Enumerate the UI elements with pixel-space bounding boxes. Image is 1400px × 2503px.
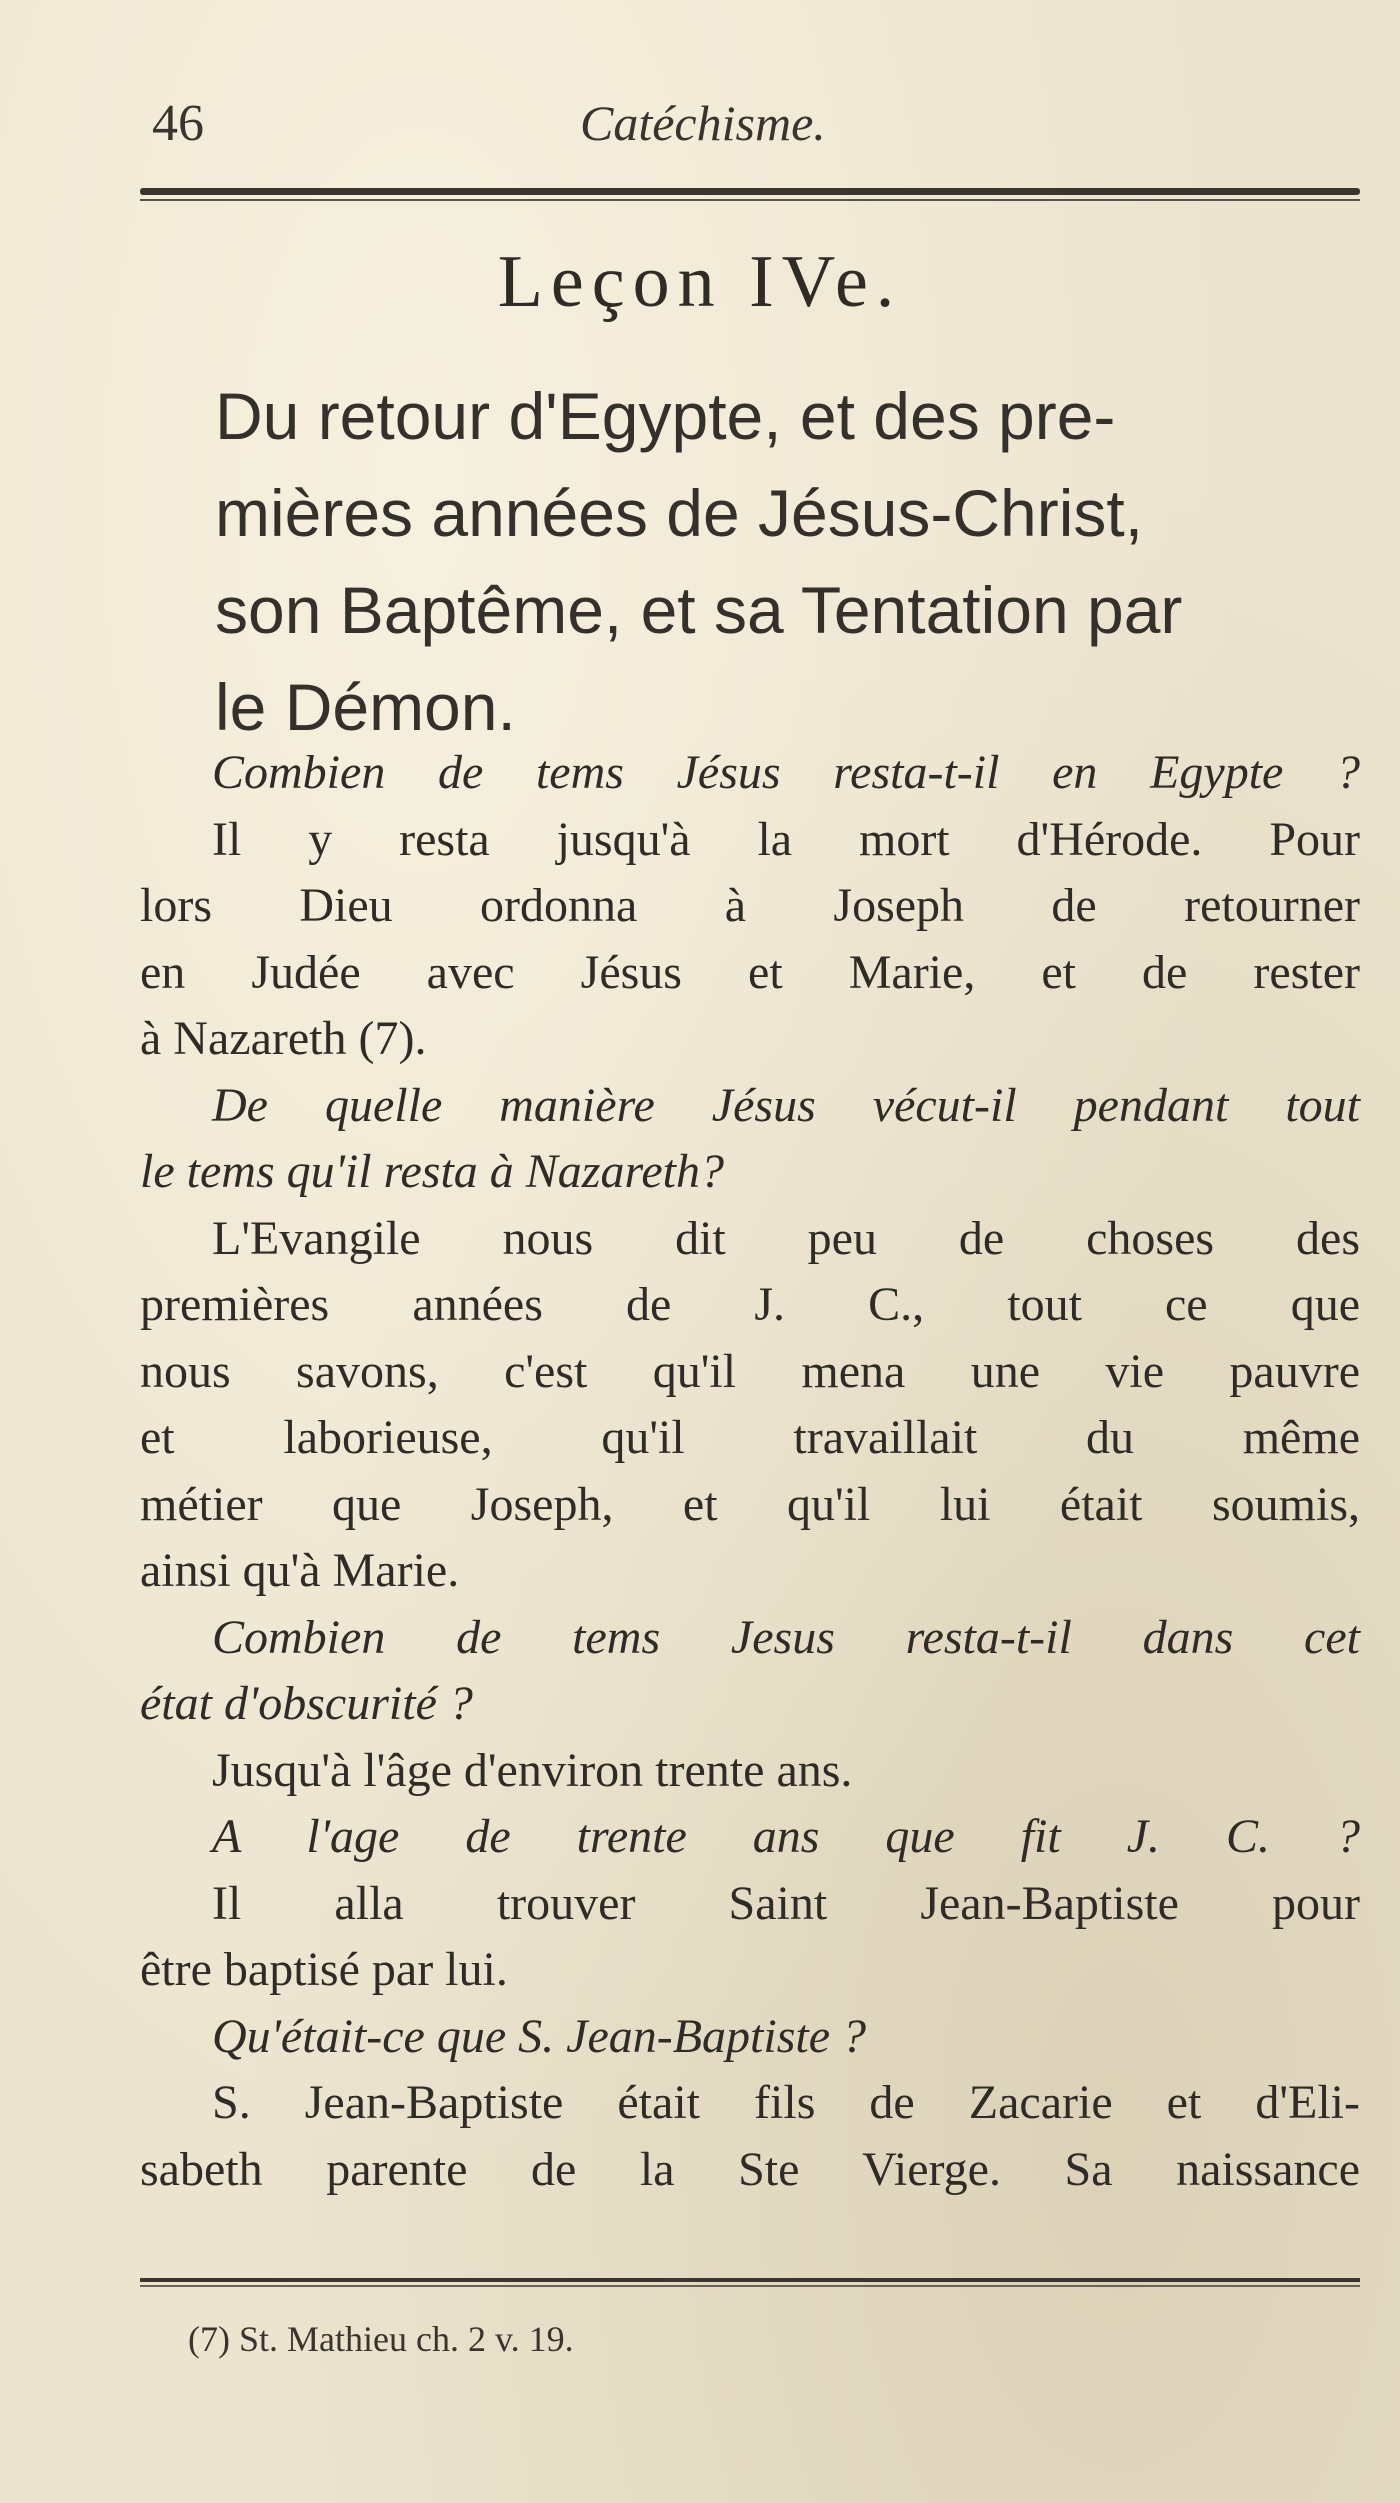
running-title: Catéchisme. [580,95,826,151]
answer-line: métier que Joseph, et qu'il lui était soumis, [140,1477,1360,1531]
lesson-heading [215,368,1375,756]
answer-line: ainsi qu'à Marie. [140,1544,460,1597]
running-head [140,80,1360,170]
question-line: Combien de tems Jesus resta-t-il dans cet [212,1610,1360,1664]
question-line: A l'age de trente ans que fit J. C. ? [212,1810,1360,1863]
answer-line: être baptisé par lui. [140,1943,508,1996]
answer-line: Jusqu'à l'âge d'environ trente ans. [212,1743,853,1797]
heading-line: mières années de Jésus-Christ, [215,476,1144,550]
footnote: (7) St. Mathieu ch. 2 v. 19. [188,2319,574,2359]
heading-line: le Démon. [215,670,516,744]
header-rule [140,188,1360,204]
footnote-rule [140,2278,1360,2288]
question-line: le tems qu'il resta à Nazareth? [140,1145,725,1198]
heading-line: Du retour d'Egypte, et des pre- [215,379,1116,453]
answer-line: et laborieuse, qu'il travaillait du même [140,1411,1360,1464]
question-line: état d'obscurité ? [140,1677,473,1730]
heading-line: son Baptême, et sa Tentation par [215,573,1183,647]
question-line: Combien de tems Jésus resta-t-il en Egypte ? [212,746,1360,799]
answer-line: lors Dieu ordonna à Joseph de retourner [140,879,1360,932]
footnote-rule-thin [140,2285,1360,2287]
answer-line: premières années de J. C., tout ce que [140,1278,1360,1331]
answer-line: L'Evangile nous dit peu de choses des [212,1211,1360,1265]
answer-line: S. Jean-Baptiste était fils de Zacarie et d'Eli- [212,2076,1360,2129]
footnote-rule-thick [140,2278,1360,2282]
lesson-title: Leçon IVe. [497,241,903,323]
answer-line: en Judée avec Jésus et Marie, et de rester [140,945,1360,999]
answer-line: sabeth parente de la Ste Vierge. Sa naissance [140,2142,1360,2196]
page-number: 46 [152,95,204,152]
body-text [140,740,1360,2203]
header-rule-thick [140,188,1360,195]
answer-line: Il alla trouver Saint Jean-Baptiste pour [212,1876,1360,1930]
header-rule-thin [140,199,1360,201]
question-line: Qu'était-ce que S. Jean-Baptiste ? [212,2009,867,2063]
answer-line: Il y resta jusqu'à la mort d'Hérode. Pour [212,812,1360,866]
answer-line: nous savons, c'est qu'il mena une vie pauvre [140,1344,1360,1398]
answer-line: à Nazareth (7). [140,1012,427,1065]
question-line: De quelle manière Jésus vécut-il pendant tout [212,1078,1360,1132]
